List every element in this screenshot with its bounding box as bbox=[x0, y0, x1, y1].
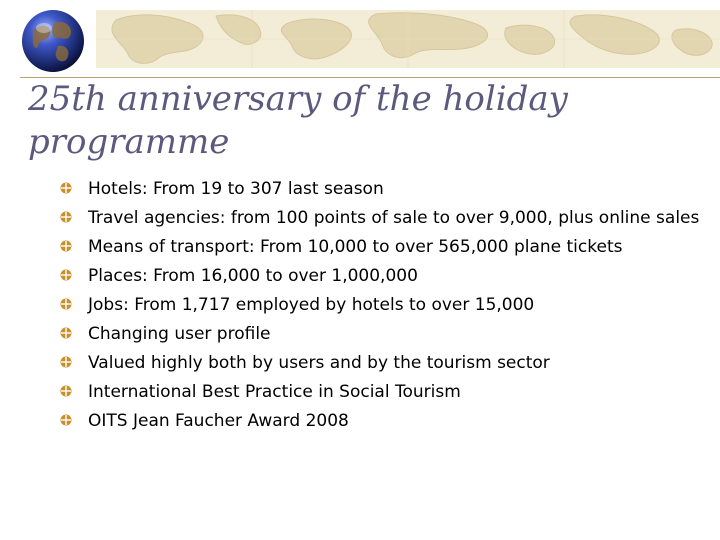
bullet-icon bbox=[60, 385, 72, 397]
bullet-item bbox=[60, 321, 700, 347]
bullet-text: International Best Practice in Social Tourism bbox=[88, 382, 461, 402]
world-map-banner bbox=[96, 10, 720, 68]
bullet-icon bbox=[60, 211, 72, 223]
bullet-text: Valued highly both by users and by the tourism sector bbox=[88, 353, 550, 373]
bullet-icon bbox=[60, 269, 72, 281]
bullet-text: OITS Jean Faucher Award 2008 bbox=[88, 411, 349, 431]
bullet-text: Changing user profile bbox=[88, 324, 271, 344]
bullet-item bbox=[60, 205, 700, 231]
bullet-icon bbox=[60, 182, 72, 194]
bullet-text: Places: From 16,000 to over 1,000,000 bbox=[88, 266, 418, 286]
bullet-item bbox=[60, 408, 700, 434]
bullet-item bbox=[60, 379, 700, 405]
world-map-image bbox=[96, 10, 720, 68]
bullet-text: Jobs: From 1,717 employed by hotels to over 15,000 bbox=[88, 295, 535, 315]
bullet-item bbox=[60, 176, 700, 202]
bullet-item bbox=[60, 263, 700, 289]
bullet-icon bbox=[60, 298, 72, 310]
bullet-text: Hotels: From 19 to 307 last season bbox=[88, 179, 384, 199]
bullet-text: Means of transport: From 10,000 to over 565,000 plane tickets bbox=[88, 237, 623, 257]
bullet-item bbox=[60, 350, 700, 376]
bullet-list bbox=[60, 176, 700, 437]
bullet-icon bbox=[60, 414, 72, 426]
globe-icon bbox=[20, 8, 86, 74]
bullet-icon bbox=[60, 356, 72, 368]
bullet-icon bbox=[60, 327, 72, 339]
slide-title: 25th anniversary of the holiday programme bbox=[28, 79, 568, 162]
bullet-item bbox=[60, 234, 700, 260]
bullet-icon bbox=[60, 240, 72, 252]
bullet-text: Travel agencies: from 100 points of sale to over 9,000, plus online sales bbox=[88, 208, 700, 228]
bullet-item bbox=[60, 292, 700, 318]
